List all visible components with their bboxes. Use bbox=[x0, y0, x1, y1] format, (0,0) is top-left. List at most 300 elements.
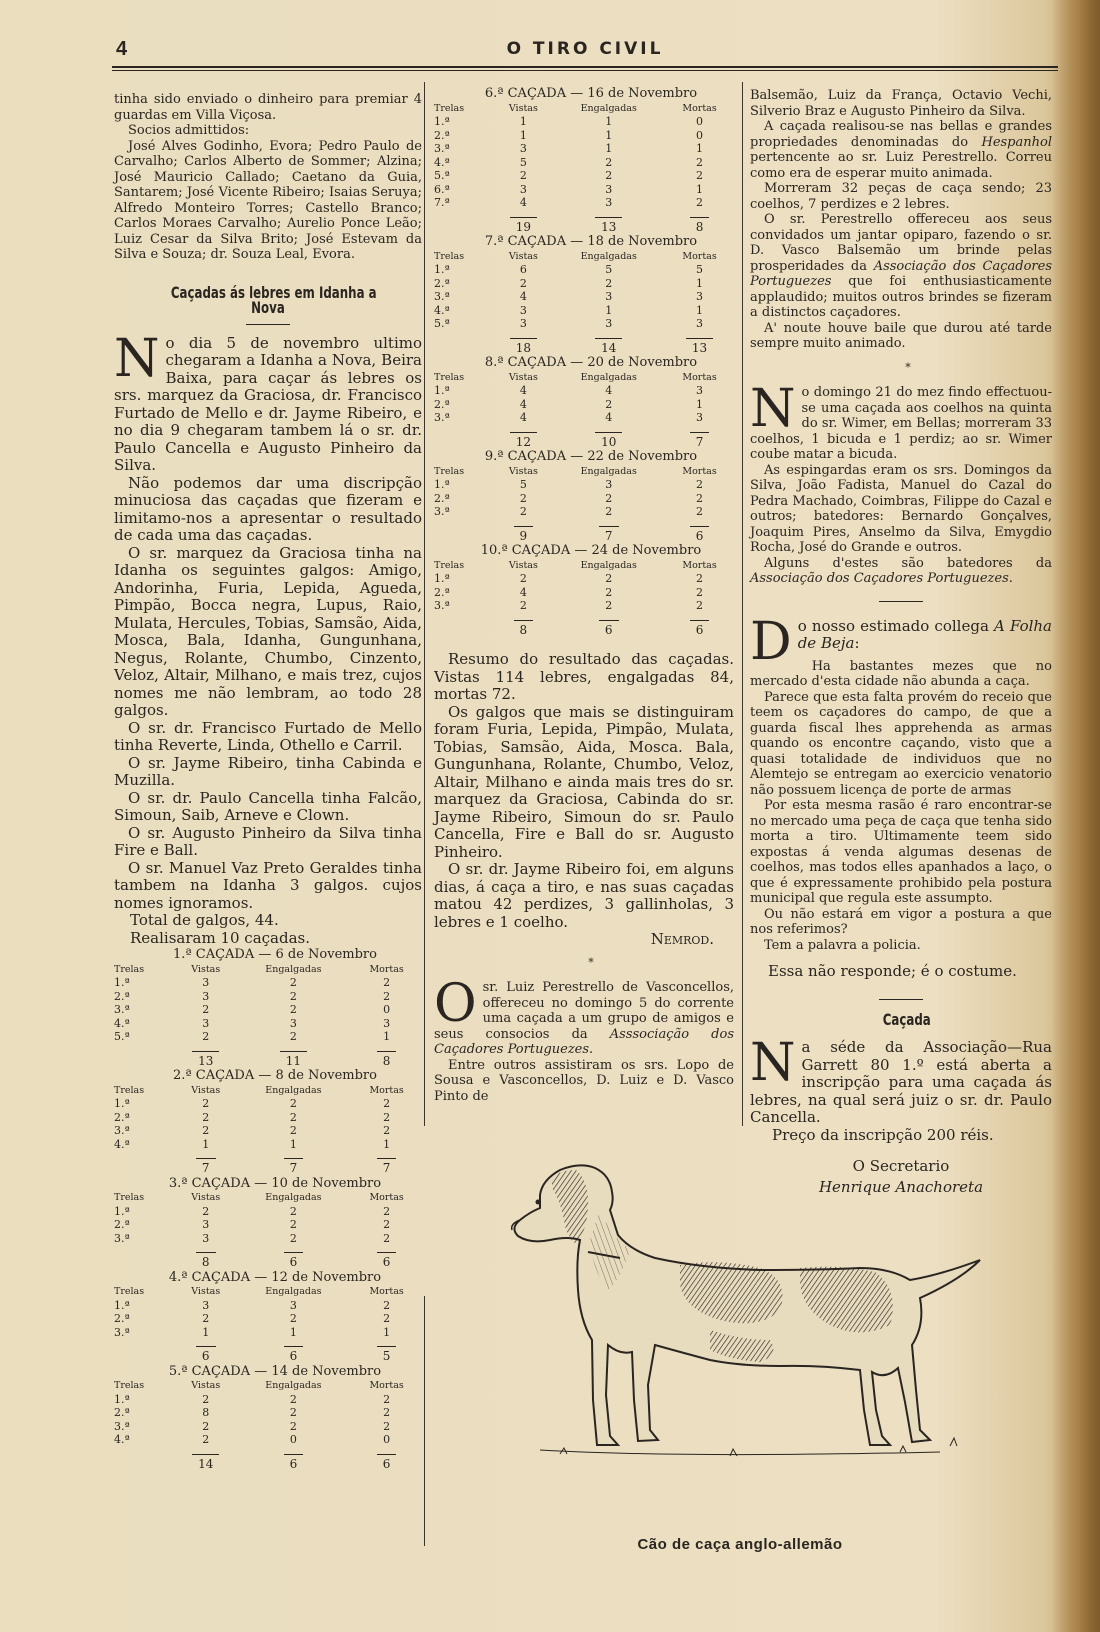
table-cell: 3.ª bbox=[434, 505, 450, 518]
table-cell: 2 bbox=[605, 491, 613, 505]
hunt-results-table bbox=[434, 102, 734, 235]
table-row bbox=[434, 183, 734, 197]
hunt-tables-1-5 bbox=[114, 947, 422, 1471]
table-cell: 1 bbox=[605, 142, 613, 155]
table-cell: 2 bbox=[519, 276, 527, 290]
table-cell: 2 bbox=[202, 1110, 210, 1124]
table-row bbox=[114, 1420, 422, 1434]
table-cell: 1 bbox=[289, 1325, 297, 1339]
table-row bbox=[434, 290, 734, 304]
table-row bbox=[114, 1406, 422, 1420]
separator-star: * bbox=[588, 955, 594, 969]
table-cell: 3 bbox=[202, 1016, 210, 1030]
paragraph: Realisaram 10 caçadas. bbox=[130, 928, 311, 947]
total-cell: 11 bbox=[280, 1051, 307, 1069]
table-cell: 2 bbox=[696, 155, 704, 169]
table-row bbox=[114, 990, 422, 1004]
total-cell: 6 bbox=[284, 1346, 304, 1364]
table-cell: 6 bbox=[519, 263, 527, 276]
table-row bbox=[434, 169, 734, 183]
column-header-trelas: Trelas bbox=[434, 250, 465, 262]
table-cell: 2 bbox=[605, 276, 613, 290]
table-cell: 3 bbox=[519, 142, 527, 155]
table-cell: 3 bbox=[696, 384, 704, 397]
table-cell: 3.ª bbox=[434, 290, 450, 303]
paragraph: Total de galgos, 44. bbox=[130, 911, 279, 929]
paragraph: O sr. Perestrello offereceu aos seus convidados um jantar opiparo, fazendo o sr. D. Vasco Balsemão um brinde pelas prosperidades da bbox=[750, 212, 1052, 274]
paragraph: O sr. Manuel Vaz Preto Geraldes tinha tambem na Idanha 3 galgos. cujos nomes ignoramos. bbox=[114, 858, 422, 912]
hunt-results-table bbox=[434, 465, 734, 544]
column-header-engalgadas: Engalgadas bbox=[265, 1192, 322, 1203]
table-cell: 2.ª bbox=[434, 276, 450, 290]
table-cell: 0 bbox=[289, 1433, 297, 1446]
paragraph: O sr. dr. Francisco Furtado de Mello tinha Reverte, Linda, Othello e Carril. bbox=[114, 718, 422, 754]
table-row bbox=[434, 196, 734, 210]
table-row bbox=[114, 1003, 422, 1017]
hunt-title: 4.ª CAÇADA — 12 de Novembro bbox=[168, 1269, 382, 1285]
total-cell: 6 bbox=[690, 620, 710, 638]
table-row bbox=[114, 1111, 422, 1125]
table-cell: 4 bbox=[605, 384, 613, 397]
table-cell: 5 bbox=[605, 263, 613, 276]
table-row bbox=[434, 586, 734, 600]
table-cell: 2.ª bbox=[434, 397, 450, 411]
column-header-trelas: Trelas bbox=[114, 1192, 145, 1203]
table-cell: 2 bbox=[289, 976, 297, 989]
table-cell: 5 bbox=[519, 155, 527, 169]
paragraph: Por esta mesma rasão é raro encontrar-se no mercado uma peça de caça que tenha sido morta a tiro. Ultimamente teem sido expostas á venda algumas desenas de coelhos, mas todos elles apanhados a laço, o que é expressamente prohibido pela postura municipal que regula este assumpto. bbox=[750, 798, 1052, 906]
column-header-engalgadas: Engalgadas bbox=[580, 465, 637, 477]
table-cell: 2 bbox=[383, 1406, 391, 1419]
table-cell: 4 bbox=[519, 290, 527, 303]
table-cell: 2 bbox=[289, 1030, 297, 1043]
total-cell: 18 bbox=[510, 338, 537, 356]
table-row bbox=[434, 304, 734, 318]
table-row bbox=[114, 1312, 422, 1326]
drop-cap: D bbox=[750, 611, 792, 672]
table-cell: 1 bbox=[519, 128, 527, 142]
table-cell: 1 bbox=[605, 303, 613, 317]
hunt-title: 7.ª CAÇADA — 18 de Novembro bbox=[484, 234, 698, 249]
table-row bbox=[434, 492, 734, 506]
signature-name: Henrique Anachoreta bbox=[818, 1177, 984, 1196]
total-cell: 7 bbox=[196, 1158, 216, 1176]
table-cell: 2 bbox=[289, 1110, 297, 1124]
table-cell: 1.ª bbox=[114, 1204, 130, 1218]
table-cell: 2 bbox=[383, 1312, 391, 1325]
totals-row bbox=[434, 210, 734, 235]
hunt-table bbox=[434, 355, 734, 449]
table-cell: 3 bbox=[605, 290, 613, 303]
column-header-mortas: Mortas bbox=[682, 559, 717, 571]
table-cell: 2.ª bbox=[114, 1110, 130, 1124]
table-cell: 3.ª bbox=[114, 1325, 130, 1339]
table-cell: 3 bbox=[696, 411, 704, 424]
column-header-mortas: Mortas bbox=[369, 963, 404, 975]
column-header-vistas: Vistas bbox=[191, 1192, 221, 1203]
table-cell: 2 bbox=[696, 599, 704, 612]
table-cell: 5.ª bbox=[434, 317, 450, 330]
paragraph: sr. Luiz Perestrello de Vasconcellos, offereceu no domingo 5 do corrente uma caçada a um grupo de amigos e seus consocios da bbox=[434, 980, 734, 1042]
totals-row bbox=[434, 425, 734, 450]
paragraph: pertencente ao sr. Luiz Perestrello. Correu como era de esperar muito animada. bbox=[750, 150, 1052, 181]
column-header-engalgadas: Engalgadas bbox=[580, 559, 637, 571]
page-number: 4 bbox=[116, 38, 128, 60]
italic-text: A Folha de Beja bbox=[797, 616, 1052, 652]
table-cell: 2 bbox=[383, 1097, 391, 1110]
table-cell: 1 bbox=[519, 115, 527, 128]
totals-row bbox=[434, 519, 734, 544]
table-row bbox=[114, 1433, 422, 1447]
article-heading: Caçada bbox=[882, 1009, 931, 1029]
table-cell: 3 bbox=[605, 182, 613, 196]
totals-row bbox=[434, 331, 734, 356]
table-row bbox=[114, 1232, 422, 1246]
column-header-vistas: Vistas bbox=[508, 102, 538, 114]
paragraph: Ou não estará em vigor a postura a que nos referimos? bbox=[750, 906, 1052, 937]
table-cell: 3 bbox=[605, 196, 613, 209]
hunt-tables-6-10 bbox=[434, 86, 734, 637]
total-cell: 9 bbox=[514, 526, 534, 544]
totals-row bbox=[114, 1245, 422, 1270]
table-row bbox=[434, 572, 734, 586]
paragraph: Essa não responde; é o costume. bbox=[768, 962, 1017, 980]
table-row bbox=[434, 599, 734, 613]
table-cell: 2 bbox=[202, 1433, 210, 1446]
table-cell: 0 bbox=[383, 1433, 391, 1446]
table-cell: 2 bbox=[383, 1392, 391, 1406]
table-cell: 1 bbox=[605, 128, 613, 142]
column-divider-2 bbox=[742, 82, 743, 1126]
column-header-mortas: Mortas bbox=[369, 1084, 404, 1096]
paragraph: : bbox=[854, 634, 860, 652]
paragraph: tinha sido enviado o dinheiro para premiar 4 guardas em Villa Viçosa. bbox=[114, 92, 422, 123]
table-cell: 2 bbox=[289, 1124, 297, 1137]
paragraph: A' noute houve baile que durou até tarde sempre muito animado. bbox=[750, 320, 1052, 351]
hunt-results-table bbox=[114, 1084, 422, 1176]
table-row bbox=[434, 478, 734, 492]
column-header-trelas: Trelas bbox=[434, 465, 465, 477]
column-header-trelas: Trelas bbox=[114, 963, 145, 975]
hunt-title: 3.ª CAÇADA — 10 de Novembro bbox=[168, 1175, 382, 1191]
table-cell: 2 bbox=[605, 397, 613, 411]
hunt-title: 1.ª CAÇADA — 6 de Novembro bbox=[173, 947, 377, 962]
total-cell: 14 bbox=[192, 1454, 219, 1472]
table-cell: 4.ª bbox=[434, 303, 450, 317]
table-cell: 3 bbox=[202, 1231, 210, 1245]
table-cell: 2 bbox=[383, 1298, 391, 1312]
table-cell: 2 bbox=[519, 169, 527, 182]
table-cell: 6.ª bbox=[434, 182, 450, 196]
column-header-engalgadas: Engalgadas bbox=[580, 250, 637, 262]
table-cell: 3.ª bbox=[114, 1231, 130, 1245]
table-row bbox=[114, 1017, 422, 1031]
table-cell: 3 bbox=[289, 1298, 297, 1312]
table-cell: 4 bbox=[519, 196, 527, 209]
table-cell: 1 bbox=[696, 303, 704, 317]
table-cell: 4.ª bbox=[114, 1016, 130, 1030]
total-cell: 7 bbox=[599, 526, 619, 544]
binding-shadow bbox=[1052, 0, 1100, 1632]
table-cell: 1.ª bbox=[434, 572, 450, 585]
column-header-vistas: Vistas bbox=[191, 963, 221, 975]
table-cell: 2 bbox=[202, 1312, 210, 1325]
column-header-vistas: Vistas bbox=[191, 1084, 221, 1096]
column-header-trelas: Trelas bbox=[114, 1286, 145, 1297]
table-cell: 2.ª bbox=[434, 128, 450, 142]
total-cell: 7 bbox=[377, 1158, 397, 1176]
table-cell: 2 bbox=[605, 155, 613, 169]
italic-text: Asssociação dos Caçadores Portuguezes. bbox=[434, 1026, 735, 1057]
table-cell: 1.ª bbox=[434, 115, 450, 128]
drop-cap: N bbox=[114, 328, 160, 389]
table-cell: 1.ª bbox=[114, 976, 130, 989]
column-header-trelas: Trelas bbox=[434, 102, 465, 114]
table-row bbox=[434, 263, 734, 277]
total-cell: 13 bbox=[595, 217, 622, 235]
paragraph: Socios admittidos: bbox=[128, 123, 250, 138]
table-cell: 1 bbox=[383, 1137, 391, 1151]
hunt-table bbox=[434, 234, 734, 355]
table-cell: 3.ª bbox=[434, 599, 450, 612]
table-cell: 2 bbox=[696, 169, 704, 182]
table-cell: 2.ª bbox=[114, 989, 130, 1003]
column-header-vistas: Vistas bbox=[508, 250, 538, 262]
column-header-engalgadas: Engalgadas bbox=[265, 1084, 322, 1096]
table-cell: 4.ª bbox=[114, 1433, 130, 1446]
table-row bbox=[434, 411, 734, 425]
paragraph: Morreram 32 peças de caça sendo; 23 coelhos, 7 perdizes e 2 lebres. bbox=[750, 181, 1052, 212]
table-cell: 2 bbox=[383, 1110, 391, 1124]
table-cell: 1 bbox=[696, 397, 704, 411]
table-cell: 2 bbox=[383, 1204, 391, 1218]
separator-star: * bbox=[905, 360, 911, 374]
table-row bbox=[434, 129, 734, 143]
table-cell: 8 bbox=[202, 1406, 210, 1419]
totals-row bbox=[114, 1447, 422, 1472]
table-cell: 2 bbox=[696, 491, 704, 505]
column-header-mortas: Mortas bbox=[682, 102, 717, 114]
table-cell: 3 bbox=[383, 1016, 391, 1030]
table-cell: 2 bbox=[383, 1218, 391, 1231]
table-cell: 1 bbox=[696, 182, 704, 196]
table-cell: 2 bbox=[289, 1218, 297, 1231]
table-cell: 3 bbox=[202, 1298, 210, 1312]
hunt-title: 5.ª CAÇADA — 14 de Novembro bbox=[168, 1363, 382, 1379]
page-header bbox=[112, 38, 1058, 62]
table-cell: 2 bbox=[519, 505, 527, 518]
drop-cap: N bbox=[750, 1033, 796, 1093]
table-cell: 2 bbox=[202, 1097, 210, 1110]
table-cell: 3 bbox=[519, 182, 527, 196]
column-header-mortas: Mortas bbox=[682, 250, 717, 262]
total-cell: 6 bbox=[284, 1454, 304, 1472]
summary-paragraph: Resumo do resultado das caçadas. Vistas 114 lebres, engalgadas 84, mortas 72. bbox=[434, 650, 734, 703]
table-cell: 3 bbox=[519, 303, 527, 317]
dog-illustration bbox=[480, 1140, 1020, 1500]
table-row bbox=[434, 317, 734, 331]
table-cell: 2 bbox=[605, 572, 613, 585]
table-cell: 2 bbox=[289, 1419, 297, 1433]
paragraph: Não podemos dar uma discripção minuciosa das caçadas que fizeram e limitamo-nos a apresentar o resultado de cada uma das caçadas. bbox=[114, 473, 422, 544]
totals-row bbox=[434, 613, 734, 638]
column-header-mortas: Mortas bbox=[682, 465, 717, 477]
column-header-mortas: Mortas bbox=[682, 371, 717, 383]
paragraph: As espingardas eram os srs. Domingos da Silva, João Fadista, Manuel do Cazal do Pedra Machado, Coimbras, Filippe do Cazal e outros; batedores: Bernardo Gonçalves, Joaquim Pires, Anselmo da Silva, Emygdio Rocha, José do Grande e outros. bbox=[750, 462, 1052, 555]
table-cell: 0 bbox=[696, 115, 704, 128]
table-cell: 2 bbox=[383, 989, 391, 1003]
column-header-engalgadas: Engalgadas bbox=[265, 1286, 322, 1297]
illustration-caption: Cão de caça anglo-allemão bbox=[637, 1536, 843, 1553]
table-row bbox=[114, 1030, 422, 1044]
column-1 bbox=[114, 92, 422, 1471]
paragraph: Preço da inscripção 200 réis. bbox=[772, 1125, 994, 1144]
column-header-vistas: Vistas bbox=[508, 559, 538, 571]
table-cell: 2 bbox=[605, 169, 613, 182]
table-cell: 1 bbox=[383, 1030, 391, 1043]
hunt-title: 2.ª CAÇADA — 8 de Novembro bbox=[173, 1068, 377, 1083]
column-header-mortas: Mortas bbox=[369, 1380, 404, 1391]
members-list: José Alves Godinho, Evora; Pedro Paulo de Carvalho; Carlos Alberto de Sommer; Alzina; José Mauricio Callado; Caetano da Guia, Santarem; José Vicente Ribeiro; Isaias Seruya; Alfredo Monteiro Torres; Castello Branco; Carlos Moraes Carvalho; Aurelio Ponce Leão; Luiz Cesar da Silva Brito; José Estevam da Silva e Souza; dr. Souza Leal, Evora. bbox=[114, 138, 422, 262]
table-cell: 4 bbox=[519, 585, 527, 599]
table-cell: 2.ª bbox=[434, 491, 450, 505]
column-header-vistas: Vistas bbox=[508, 371, 538, 383]
table-cell: 2 bbox=[696, 585, 704, 599]
table-cell: 3 bbox=[289, 1016, 297, 1030]
table-row bbox=[114, 1393, 422, 1407]
table-row bbox=[434, 156, 734, 170]
total-cell: 6 bbox=[377, 1252, 397, 1270]
table-cell: 2 bbox=[383, 1419, 391, 1433]
hunt-table bbox=[434, 86, 734, 234]
table-cell: 2 bbox=[696, 572, 704, 585]
total-cell: 7 bbox=[690, 432, 710, 450]
totals-row bbox=[114, 1339, 422, 1364]
table-cell: 0 bbox=[696, 128, 704, 142]
paragraph: O sr. dr. Jayme Ribeiro foi, em alguns dias, á caça a tiro, e nas suas caçadas matou 42 perdizes, 3 gallinholas, 3 lebres e 1 coelho. bbox=[434, 860, 734, 931]
total-cell: 19 bbox=[510, 217, 537, 235]
hunt-results-table bbox=[434, 559, 734, 638]
table-cell: 3.ª bbox=[114, 1003, 130, 1016]
hunt-results-table bbox=[114, 1379, 422, 1471]
column-header-engalgadas: Engalgadas bbox=[265, 1380, 322, 1391]
newspaper-title: O TIRO CIVIL bbox=[506, 39, 664, 59]
hunt-table bbox=[114, 1176, 422, 1270]
hunt-title: 10.ª CAÇADA — 24 de Novembro bbox=[480, 543, 702, 558]
hunt-title: 8.ª CAÇADA — 20 de Novembro bbox=[484, 355, 698, 370]
table-cell: 0 bbox=[383, 1003, 391, 1016]
totals-row bbox=[114, 1151, 422, 1176]
total-cell: 13 bbox=[192, 1051, 219, 1069]
hunt-table bbox=[114, 947, 422, 1068]
hunt-results-table bbox=[114, 963, 422, 1069]
table-cell: 2 bbox=[383, 1124, 391, 1137]
column-header-vistas: Vistas bbox=[191, 1380, 221, 1391]
hunt-table bbox=[434, 449, 734, 543]
column-header-mortas: Mortas bbox=[369, 1192, 404, 1203]
table-cell: 3.ª bbox=[434, 142, 450, 155]
column-header-vistas: Vistas bbox=[508, 465, 538, 477]
column-3 bbox=[750, 88, 1052, 1196]
column-header-trelas: Trelas bbox=[434, 559, 465, 571]
column-2 bbox=[434, 86, 734, 1104]
table-cell: 4 bbox=[519, 411, 527, 424]
drop-cap: N bbox=[750, 379, 796, 439]
paragraph: o dia 5 de novembro ultimo chegaram a Idanha a Nova, Beira Baixa, para caçar ás lebres os srs. marquez da Graciosa, dr. Francisco Furtado de Mello e dr. Jayme Ribeiro, e no dia 9 chegaram tambem lá o sr. dr. Paulo Cancella e Augusto Pinheiro da Silva. bbox=[114, 333, 422, 474]
table-cell: 1 bbox=[605, 115, 613, 128]
table-row bbox=[114, 1299, 422, 1313]
table-cell: 2 bbox=[202, 1030, 210, 1043]
table-cell: 2 bbox=[289, 1204, 297, 1218]
hunt-table bbox=[114, 1068, 422, 1176]
table-cell: 1.ª bbox=[434, 478, 450, 491]
table-cell: 1.ª bbox=[114, 1097, 130, 1110]
paragraph: Balsemão, Luiz da França, Octavio Vechi, Silverio Braz e Augusto Pinheiro da Silva. bbox=[750, 88, 1052, 119]
table-cell: 3 bbox=[605, 478, 613, 491]
table-cell: 3.ª bbox=[114, 1419, 130, 1433]
table-cell: 5.ª bbox=[434, 169, 450, 182]
table-cell: 4 bbox=[519, 384, 527, 397]
column-divider-1-lower bbox=[424, 1296, 425, 1546]
table-cell: 2 bbox=[519, 491, 527, 505]
column-header-engalgadas: Engalgadas bbox=[265, 963, 322, 975]
table-cell: 2 bbox=[289, 1392, 297, 1406]
paragraph: Os galgos que mais se distinguiram foram Furia, Lepida, Pimpão, Mulata, Tobias, Samsão, Aida, Mosca. Bala, Gungunhana, Rolante, Chumbo, Veloz, Altair, Milhano e ainda mais tres do sr. marquez da Graciosa, Cabinda do sr. Jayme Ribeiro, Simoun do sr. Paulo Cancella, Fire e Ball do sr. Augusto Pinheiro. bbox=[434, 702, 734, 861]
table-row bbox=[114, 976, 422, 990]
total-cell: 5 bbox=[377, 1346, 397, 1364]
table-cell: 2 bbox=[289, 1312, 297, 1325]
table-row bbox=[434, 115, 734, 129]
table-row bbox=[114, 1138, 422, 1152]
table-cell: 3.ª bbox=[114, 1124, 130, 1137]
table-cell: 2 bbox=[383, 1231, 391, 1245]
table-cell: 5.ª bbox=[114, 1030, 130, 1043]
table-cell: 5 bbox=[519, 478, 527, 491]
column-header-engalgadas: Engalgadas bbox=[580, 102, 637, 114]
header-rule bbox=[112, 66, 1058, 68]
table-cell: 3 bbox=[696, 317, 704, 330]
italic-text: Associação dos Caçadores Portuguezes bbox=[750, 258, 1052, 289]
hunt-title: 6.ª CAÇADA — 16 de Novembro bbox=[484, 86, 698, 101]
hunt-table bbox=[434, 543, 734, 637]
paragraph: Tem a palavra a policia. bbox=[764, 937, 921, 953]
table-cell: 1.ª bbox=[114, 1392, 130, 1406]
table-row bbox=[114, 1326, 422, 1340]
column-divider-1 bbox=[424, 82, 425, 1126]
table-cell: 2 bbox=[202, 1392, 210, 1406]
paragraph: que foi enthusiasticamente applaudido; muitos outros brindes se fizeram a distinctos caçadores. bbox=[750, 274, 1052, 320]
paragraph: O sr. dr. Paulo Cancella tinha Falcão, Simoun, Saib, Arneve e Clown. bbox=[114, 788, 422, 824]
hunt-table bbox=[114, 1270, 422, 1364]
table-cell: 2 bbox=[289, 989, 297, 1003]
table-cell: 1 bbox=[202, 1325, 210, 1339]
signature: Nemrod. bbox=[650, 930, 714, 948]
paragraph: o domingo 21 do mez findo effectuou-se uma caçada aos coelhos na quinta do sr. Wimer, em Bellas; morreram 33 coelhos, 1 bicuda e 1 perdiz; ao sr. Wimer coube matar a bicuda. bbox=[750, 385, 1052, 462]
italic-text: Associação dos Caçadores Portuguezes. bbox=[750, 571, 1013, 586]
table-cell: 2 bbox=[289, 1097, 297, 1110]
table-cell: 2 bbox=[202, 1003, 210, 1016]
table-cell: 1 bbox=[696, 142, 704, 155]
table-cell: 4.ª bbox=[434, 155, 450, 169]
table-cell: 7.ª bbox=[434, 196, 450, 209]
table-cell: 4.ª bbox=[114, 1137, 130, 1151]
table-cell: 3 bbox=[605, 317, 613, 330]
table-row bbox=[434, 505, 734, 519]
table-cell: 2.ª bbox=[434, 585, 450, 599]
paragraph: Parece que esta falta provém do receio que teem os caçadores do campo, de que a guarda fiscal lhes apprehenda as armas quando os encontre caçando, visto que a quasi totalidade de individuos que no Alemtejo se entregam ao exercicio venatorio não possuem licença de porte de armas bbox=[750, 689, 1052, 798]
table-cell: 2 bbox=[696, 478, 704, 491]
paragraph: Alguns d'estes são batedores da bbox=[764, 555, 1052, 571]
